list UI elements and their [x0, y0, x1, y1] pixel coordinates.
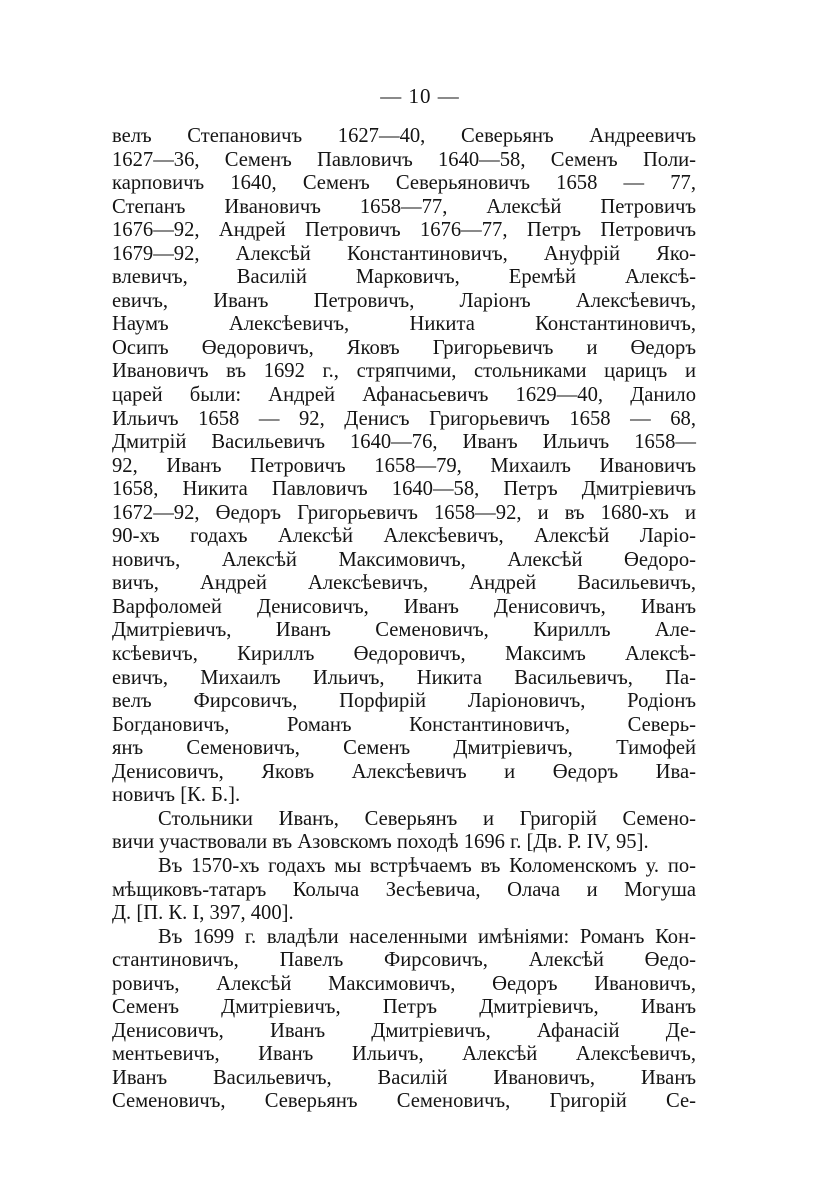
text-line: велъ Фирсовичъ, Порфирій Ларіоновичъ, Родіонъ — [112, 690, 696, 713]
text-line: 1676—92, Андрей Петровичъ 1676—77, Петръ Петровичъ — [112, 219, 696, 242]
text-line: Ивановичъ въ 1692 г., стряпчими, стольниками царицъ и — [112, 360, 696, 383]
document-body — [112, 125, 696, 1114]
page-number: — 10 — — [380, 84, 460, 108]
text-line: Иванъ Васильевичъ, Василій Ивановичъ, Иванъ — [112, 1066, 696, 1089]
text-line: Денисовичъ, Иванъ Дмитріевичъ, Афанасій Де- — [112, 1019, 696, 1042]
text-line: царей были: Андрей Афанасьевичъ 1629—40, Данило — [112, 384, 696, 407]
text-line: 90-хъ годахъ Алексѣй Алексѣевичъ, Алексѣй Ларіо- — [112, 525, 696, 548]
paragraph — [112, 855, 696, 926]
text-line: Ильичъ 1658 — 92, Денисъ Григорьевичъ 1658 — 68, — [112, 407, 696, 430]
text-line: евичъ, Иванъ Петровичъ, Ларіонъ Алексѣевичъ, — [112, 289, 696, 312]
text-line: новичъ, Алексѣй Максимовичъ, Алексѣй Өедоро- — [112, 548, 696, 571]
text-line: 1672—92, Өедоръ Григорьевичъ 1658—92, и въ 1680-хъ и — [112, 501, 696, 524]
text-line: вичи участвовали въ Азовскомъ походѣ 1696 г. [Дв. Р. IV, 95]. — [112, 831, 649, 854]
paragraph — [112, 926, 696, 1114]
text-line: Семеновичъ, Северьянъ Семеновичъ, Григорій Се- — [112, 1090, 696, 1113]
text-line: Въ 1570-хъ годахъ мы встрѣчаемъ въ Коломенскомъ у. по- — [158, 854, 696, 877]
text-line: Дмитріевичъ, Иванъ Семеновичъ, Кириллъ Але- — [112, 619, 696, 642]
text-line: Семенъ Дмитріевичъ, Петръ Дмитріевичъ, Иванъ — [112, 996, 696, 1019]
text-line: ксѣевичъ, Кириллъ Өедоровичъ, Максимъ Алексѣ- — [112, 643, 696, 666]
text-line: влевичъ, Василій Марковичъ, Еремѣй Алексѣ- — [112, 266, 696, 289]
text-line: 1627—36, Семенъ Павловичъ 1640—58, Семенъ Поли- — [112, 148, 696, 171]
text-line: Стольники Иванъ, Северьянъ и Григорій Семено- — [158, 807, 696, 830]
text-line: Наумъ Алексѣевичъ, Никита Константиновичъ, — [112, 313, 696, 336]
text-line: карповичъ 1640, Семенъ Северьяновичъ 1658 — 77, — [112, 172, 696, 195]
text-line: евичъ, Михаилъ Ильичъ, Никита Васильевичъ, Па- — [112, 666, 696, 689]
text-line: новичъ [К. Б.]. — [112, 784, 241, 807]
text-line: Богдановичъ, Романъ Константиновичъ, Северь- — [112, 713, 696, 736]
text-line: янъ Семеновичъ, Семенъ Дмитріевичъ, Тимофей — [112, 737, 696, 760]
text-line: Дмитрій Васильевичъ 1640—76, Иванъ Ильичъ 1658— — [112, 431, 696, 454]
text-line: 1679—92, Алексѣй Константиновичъ, Ануфрій Яко- — [112, 242, 696, 265]
text-line: Въ 1699 г. владѣли населенными имѣніями: Романъ Кон- — [158, 925, 696, 948]
text-line: 1658, Никита Павловичъ 1640—58, Петръ Дмитріевичъ — [112, 478, 696, 501]
text-line: Осипъ Өедоровичъ, Яковъ Григорьевичъ и Өедоръ — [112, 336, 696, 359]
paragraph — [112, 808, 696, 855]
text-line: 92, Иванъ Петровичъ 1658—79, Михаилъ Ивановичъ — [112, 454, 696, 477]
text-line: вичъ, Андрей Алексѣевичъ, Андрей Васильевичъ, — [112, 572, 696, 595]
text-line: Д. [П. К. I, 397, 400]. — [112, 902, 294, 925]
text-line: Степанъ Ивановичъ 1658—77, Алексѣй Петровичъ — [112, 195, 696, 218]
text-line: ментьевичъ, Иванъ Ильичъ, Алексѣй Алексѣевичъ, — [112, 1043, 696, 1066]
text-line: Денисовичъ, Яковъ Алексѣевичъ и Өедоръ Ива- — [112, 760, 696, 783]
text-line: велъ Степановичъ 1627—40, Северьянъ Андреевичъ — [112, 125, 696, 147]
text-line: мѣщиковъ-татаръ Колыча Зесѣевича, Олача и Могуша — [112, 878, 696, 901]
text-line: ровичъ, Алексѣй Максимовичъ, Өедоръ Ивановичъ, — [112, 972, 696, 995]
text-line: Варфоломей Денисовичъ, Иванъ Денисовичъ, Иванъ — [112, 595, 696, 618]
paragraph — [112, 125, 696, 808]
text-line: стантиновичъ, Павелъ Фирсовичъ, Алексѣй Өедо- — [112, 949, 696, 972]
